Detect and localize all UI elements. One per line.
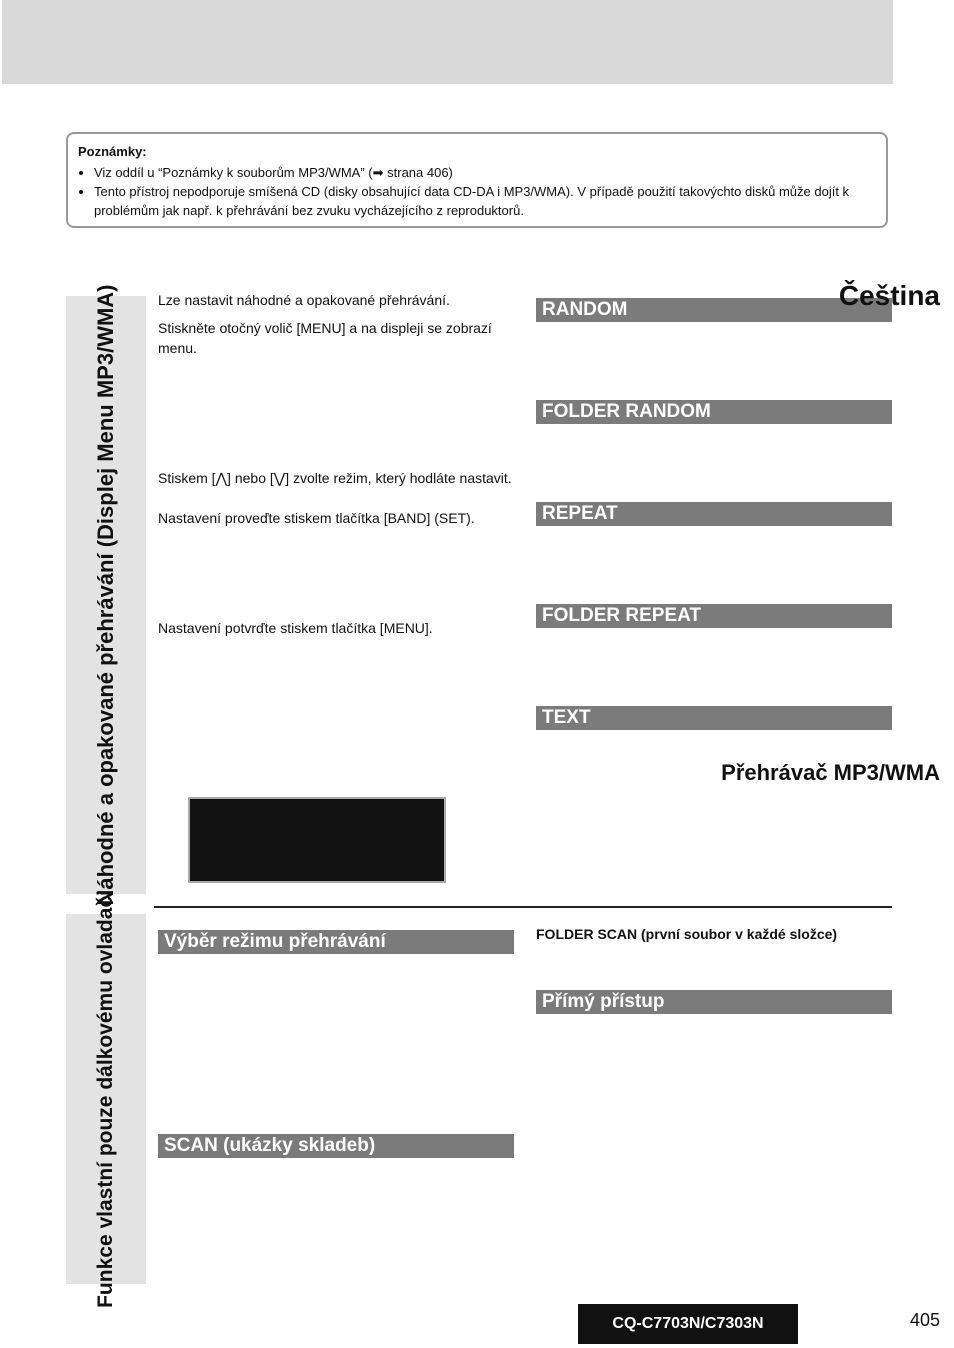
notes-box	[66, 132, 888, 228]
steps-intro: Lze nastavit náhodné a opakované přehrávání.	[158, 292, 450, 308]
menu-display-screen	[188, 797, 446, 883]
header-band	[2, 0, 893, 84]
random-heading: RANDOM	[536, 298, 892, 322]
step-3: Nastavení proveďte stiskem tlačítka [BAND] (SET).	[158, 510, 475, 526]
step-2: Stiskem [⋀] nebo [⋁] zvolte režim, který hodláte nastavit.	[158, 470, 512, 486]
left-side-tab-title: Náhodné a opakované přehrávání (Displej Menu MP3/WMA)	[93, 284, 118, 906]
steps-column	[158, 290, 518, 638]
section-title: Přehrávač MP3/WMA	[721, 760, 940, 785]
play-mode-heading: Výběr režimu přehrávání	[158, 930, 514, 954]
folder-random-heading: FOLDER RANDOM	[536, 400, 892, 424]
bottom-right-column	[536, 924, 892, 1020]
page-number: 405	[910, 1310, 941, 1330]
bottom-side-tab-title: Funkce vlastní pouze dálkovému ovladači	[94, 890, 117, 1308]
note-2: • Tento přístroj nepodporuje smíšená CD (disky obsahující data CD-DA i MP3/WMA). V případě použití takovýchto disků může dojít k problémům jak např. k přehrávání bez zvuku vycházejícího z reproduktorů.	[94, 182, 876, 220]
model-code: CQ-C7703N/C7303N	[578, 1304, 798, 1344]
folder-scan-heading: FOLDER SCAN (první soubor v každé složce)	[536, 926, 838, 942]
left-side-tab	[66, 284, 146, 906]
folder-repeat-heading: FOLDER REPEAT	[536, 604, 892, 628]
bottom-left-column	[158, 924, 514, 1164]
direct-access-heading: Přímý přístup	[536, 990, 892, 1014]
modes-column	[536, 292, 892, 736]
step-4: Nastavení potvrďte stiskem tlačítka [MENU].	[158, 620, 433, 636]
step-1: Stiskněte otočný volič [MENU] a na displeji se zobrazí menu.	[158, 320, 492, 356]
language-title: Čeština	[838, 280, 940, 311]
scan-heading: SCAN (ukázky skladeb)	[158, 1134, 514, 1158]
notes-title: Poznámky:	[78, 144, 147, 159]
divider	[154, 906, 892, 908]
repeat-heading: REPEAT	[536, 502, 892, 526]
note-1: • Viz oddíl u “Poznámky k souborům MP3/WMA” (➡ strana 406)	[94, 163, 876, 182]
text-heading: TEXT	[536, 706, 892, 730]
bottom-side-tab	[66, 890, 146, 1308]
